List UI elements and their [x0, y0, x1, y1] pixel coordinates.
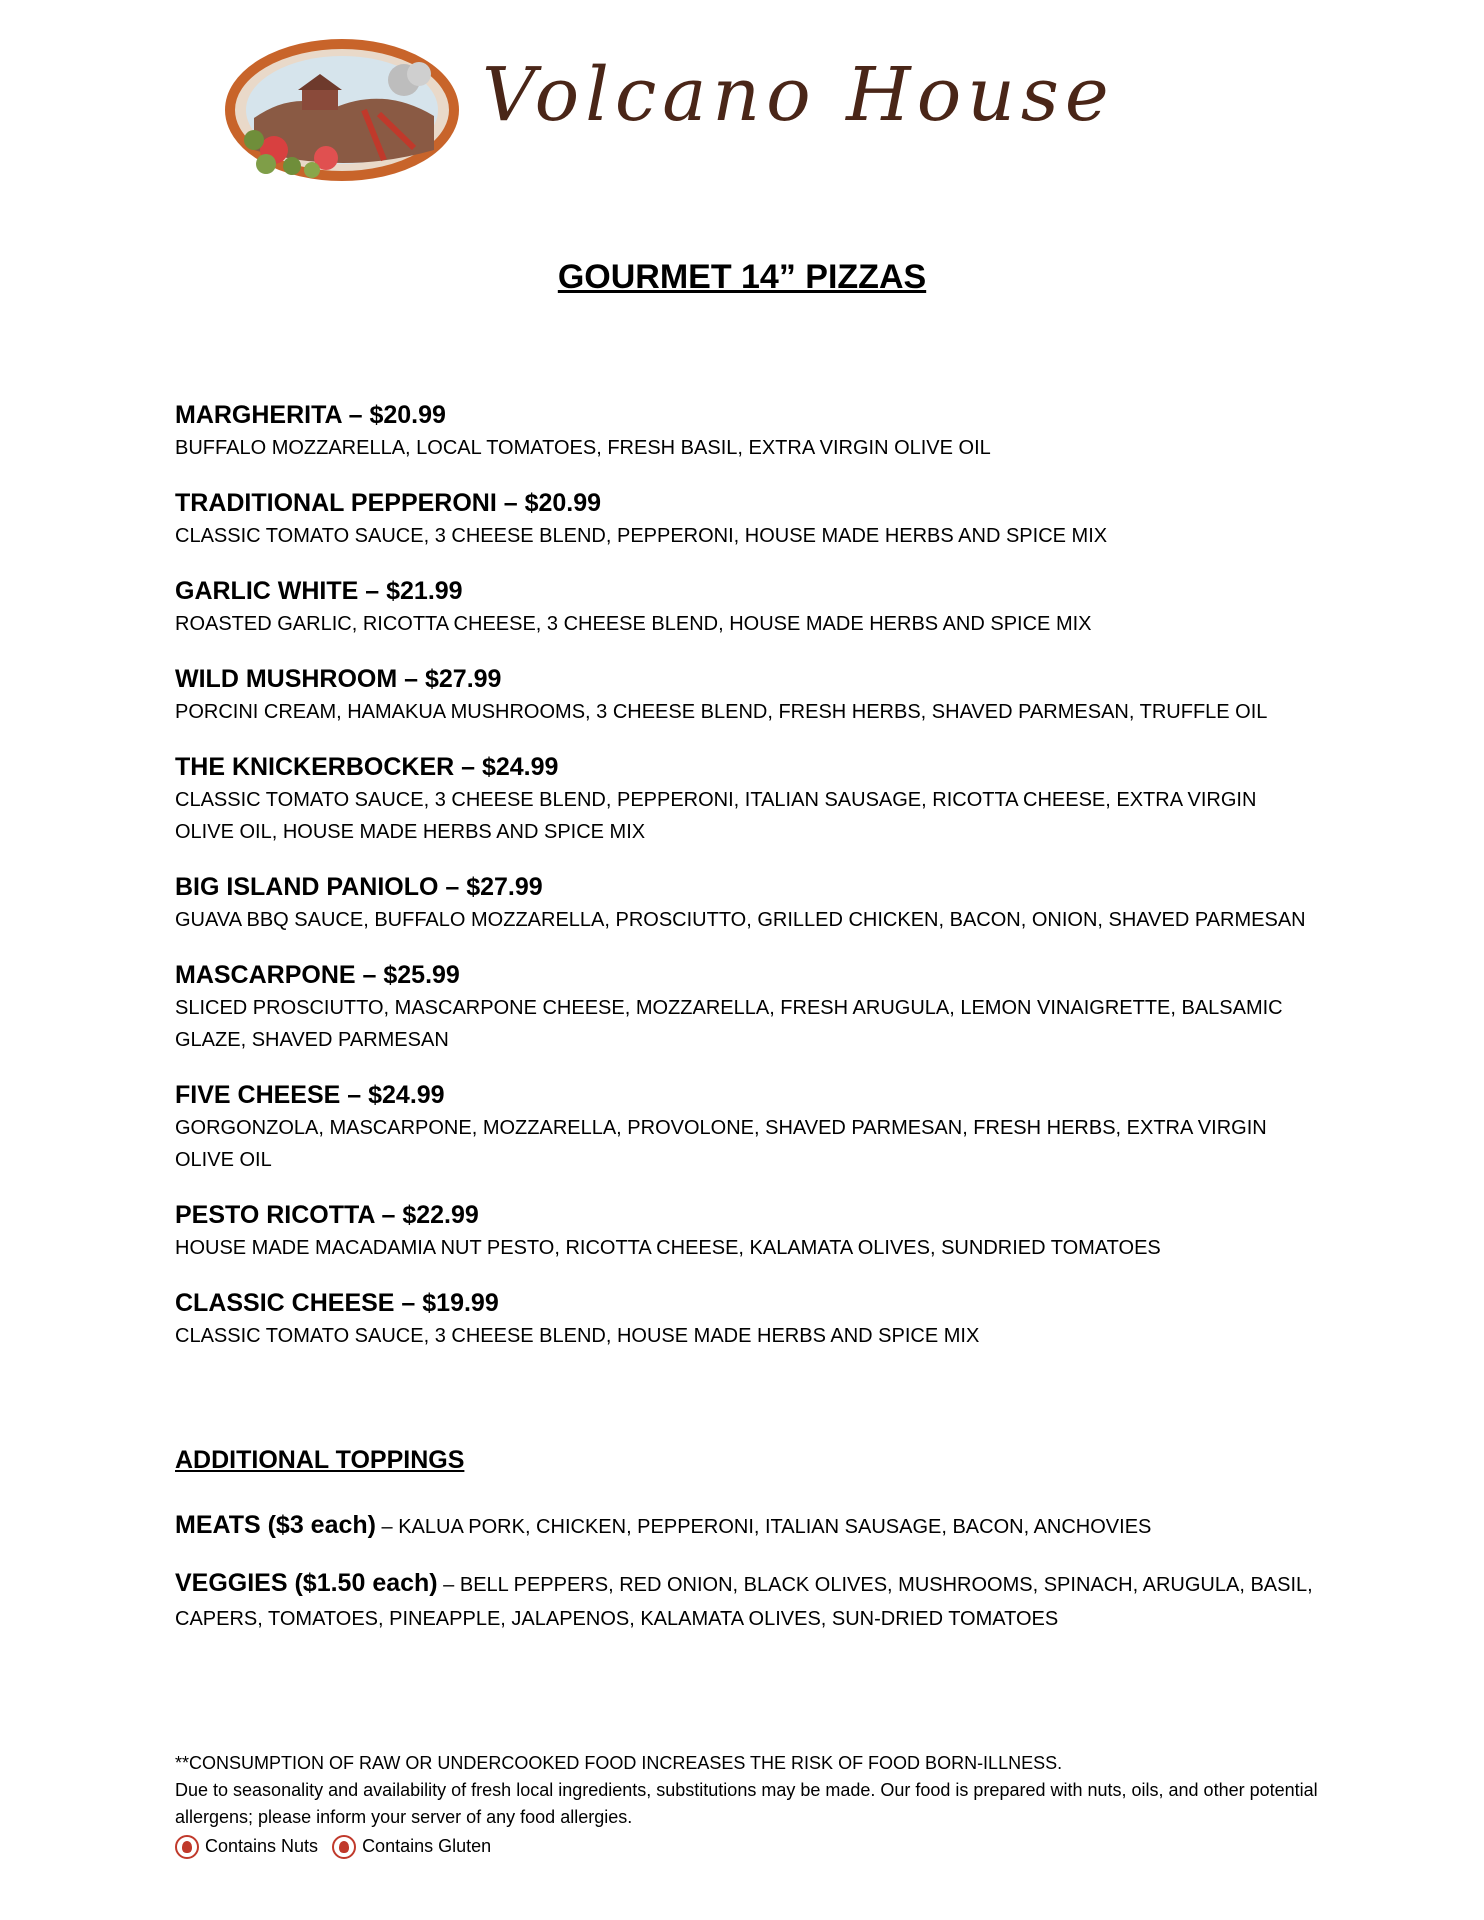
menu-item: [175, 1078, 1320, 1176]
menu-item-name: CLASSIC CHEESE – $19.99: [175, 1289, 499, 1317]
menu-item: [175, 486, 1320, 552]
wheat-icon: [332, 1835, 356, 1859]
menu-item-description: CLASSIC TOMATO SAUCE, 3 CHEESE BLEND, HOUSE MADE HERBS AND SPICE MIX: [175, 1325, 980, 1347]
menu-item: [175, 1286, 1320, 1352]
toppings-meats-label: MEATS ($3 each): [175, 1511, 376, 1539]
menu-item-description: HOUSE MADE MACADAMIA NUT PESTO, RICOTTA CHEESE, KALAMATA OLIVES, SUNDRIED TOMATOES: [175, 1237, 1161, 1259]
menu-item: [175, 750, 1320, 848]
menu-item: [175, 398, 1320, 464]
toppings-veggies-items: – BELL PEPPERS, RED ONION, BLACK OLIVES, MUSHROOMS, SPINACH, ARUGULA, BASIL, CAPERS, TOMATOES, PINEAPPLE, JALAPENOS, KALAMATA OLIVES, SUN-DRIED TOMATOES: [175, 1574, 1313, 1630]
menu-item-name: GARLIC WHITE – $21.99: [175, 577, 463, 605]
menu-item: [175, 662, 1320, 728]
allergen-note: Due to seasonality and availability of fresh local ingredients, substitutions may be made. Our food is prepared with nuts, oils, and other potential allergens; please inform your server of any food allergies.: [175, 1780, 1318, 1827]
menu-item-description: GUAVA BBQ SAUCE, BUFFALO MOZZARELLA, PROSCIUTTO, GRILLED CHICKEN, BACON, ONION, SHAVED PARMESAN: [175, 909, 1306, 931]
food-warning: **CONSUMPTION OF RAW OR UNDERCOOKED FOOD INCREASES THE RISK OF FOOD BORN-ILLNESS.: [175, 1753, 1063, 1773]
brand-name: Volcano House: [482, 52, 1115, 138]
menu-item: [175, 958, 1320, 1056]
page-title: GOURMET 14” PIZZAS: [557, 258, 927, 296]
allergen-legend: [175, 1833, 1320, 1860]
menu-item-name: TRADITIONAL PEPPERONI – $20.99: [175, 489, 602, 517]
menu-item-description: CLASSIC TOMATO SAUCE, 3 CHEESE BLEND, PEPPERONI, ITALIAN SAUSAGE, RICOTTA CHEESE, EXTRA VIRGIN OLIVE OIL, HOUSE MADE HERBS AND SPICE MIX: [175, 789, 1257, 843]
logo-emblem-icon: [214, 30, 474, 190]
legend-nuts-label: Contains Nuts: [205, 1836, 319, 1856]
logo: [214, 30, 1244, 190]
menu-item-name: PESTO RICOTTA – $22.99: [175, 1201, 479, 1229]
menu-item-description: GORGONZOLA, MASCARPONE, MOZZARELLA, PROVOLONE, SHAVED PARMESAN, FRESH HERBS, EXTRA VIRGIN OLIVE OIL: [175, 1117, 1267, 1171]
legend-gluten-label: Contains Gluten: [362, 1836, 492, 1856]
menu-item: [175, 574, 1320, 640]
menu-item-name: MARGHERITA – $20.99: [175, 401, 446, 429]
menu-item-description: BUFFALO MOZZARELLA, LOCAL TOMATOES, FRESH BASIL, EXTRA VIRGIN OLIVE OIL: [175, 437, 991, 459]
menu-item: [175, 1198, 1320, 1264]
toppings-veggies: [175, 1566, 1320, 1636]
toppings-heading: ADDITIONAL TOPPINGS: [175, 1446, 465, 1474]
toppings-veggies-label: VEGGIES ($1.50 each): [175, 1569, 438, 1597]
menu-item-description: SLICED PROSCIUTTO, MASCARPONE CHEESE, MOZZARELLA, FRESH ARUGULA, LEMON VINAIGRETTE, BALSAMIC GLAZE, SHAVED PARMESAN: [175, 997, 1283, 1051]
menu-item-name: FIVE CHEESE – $24.99: [175, 1081, 445, 1109]
toppings-meats-items: – KALUA PORK, CHICKEN, PEPPERONI, ITALIAN SAUSAGE, BACON, ANCHOVIES: [375, 1516, 1152, 1538]
menu-item-name: THE KNICKERBOCKER – $24.99: [175, 753, 559, 781]
menu-item-name: WILD MUSHROOM – $27.99: [175, 665, 502, 693]
footer: [175, 1750, 1320, 1860]
menu-item-description: PORCINI CREAM, HAMAKUA MUSHROOMS, 3 CHEESE BLEND, FRESH HERBS, SHAVED PARMESAN, TRUFFLE OIL: [175, 701, 1268, 723]
menu-item: [175, 870, 1320, 936]
pizza-list: [175, 398, 1320, 1374]
menu-item-description: ROASTED GARLIC, RICOTTA CHEESE, 3 CHEESE BLEND, HOUSE MADE HERBS AND SPICE MIX: [175, 613, 1092, 635]
toppings-meats: [175, 1508, 1320, 1544]
menu-item-description: CLASSIC TOMATO SAUCE, 3 CHEESE BLEND, PEPPERONI, HOUSE MADE HERBS AND SPICE MIX: [175, 525, 1108, 547]
menu-item-name: BIG ISLAND PANIOLO – $27.99: [175, 873, 543, 901]
nut-icon: [175, 1835, 199, 1859]
menu-item-name: MASCARPONE – $25.99: [175, 961, 460, 989]
